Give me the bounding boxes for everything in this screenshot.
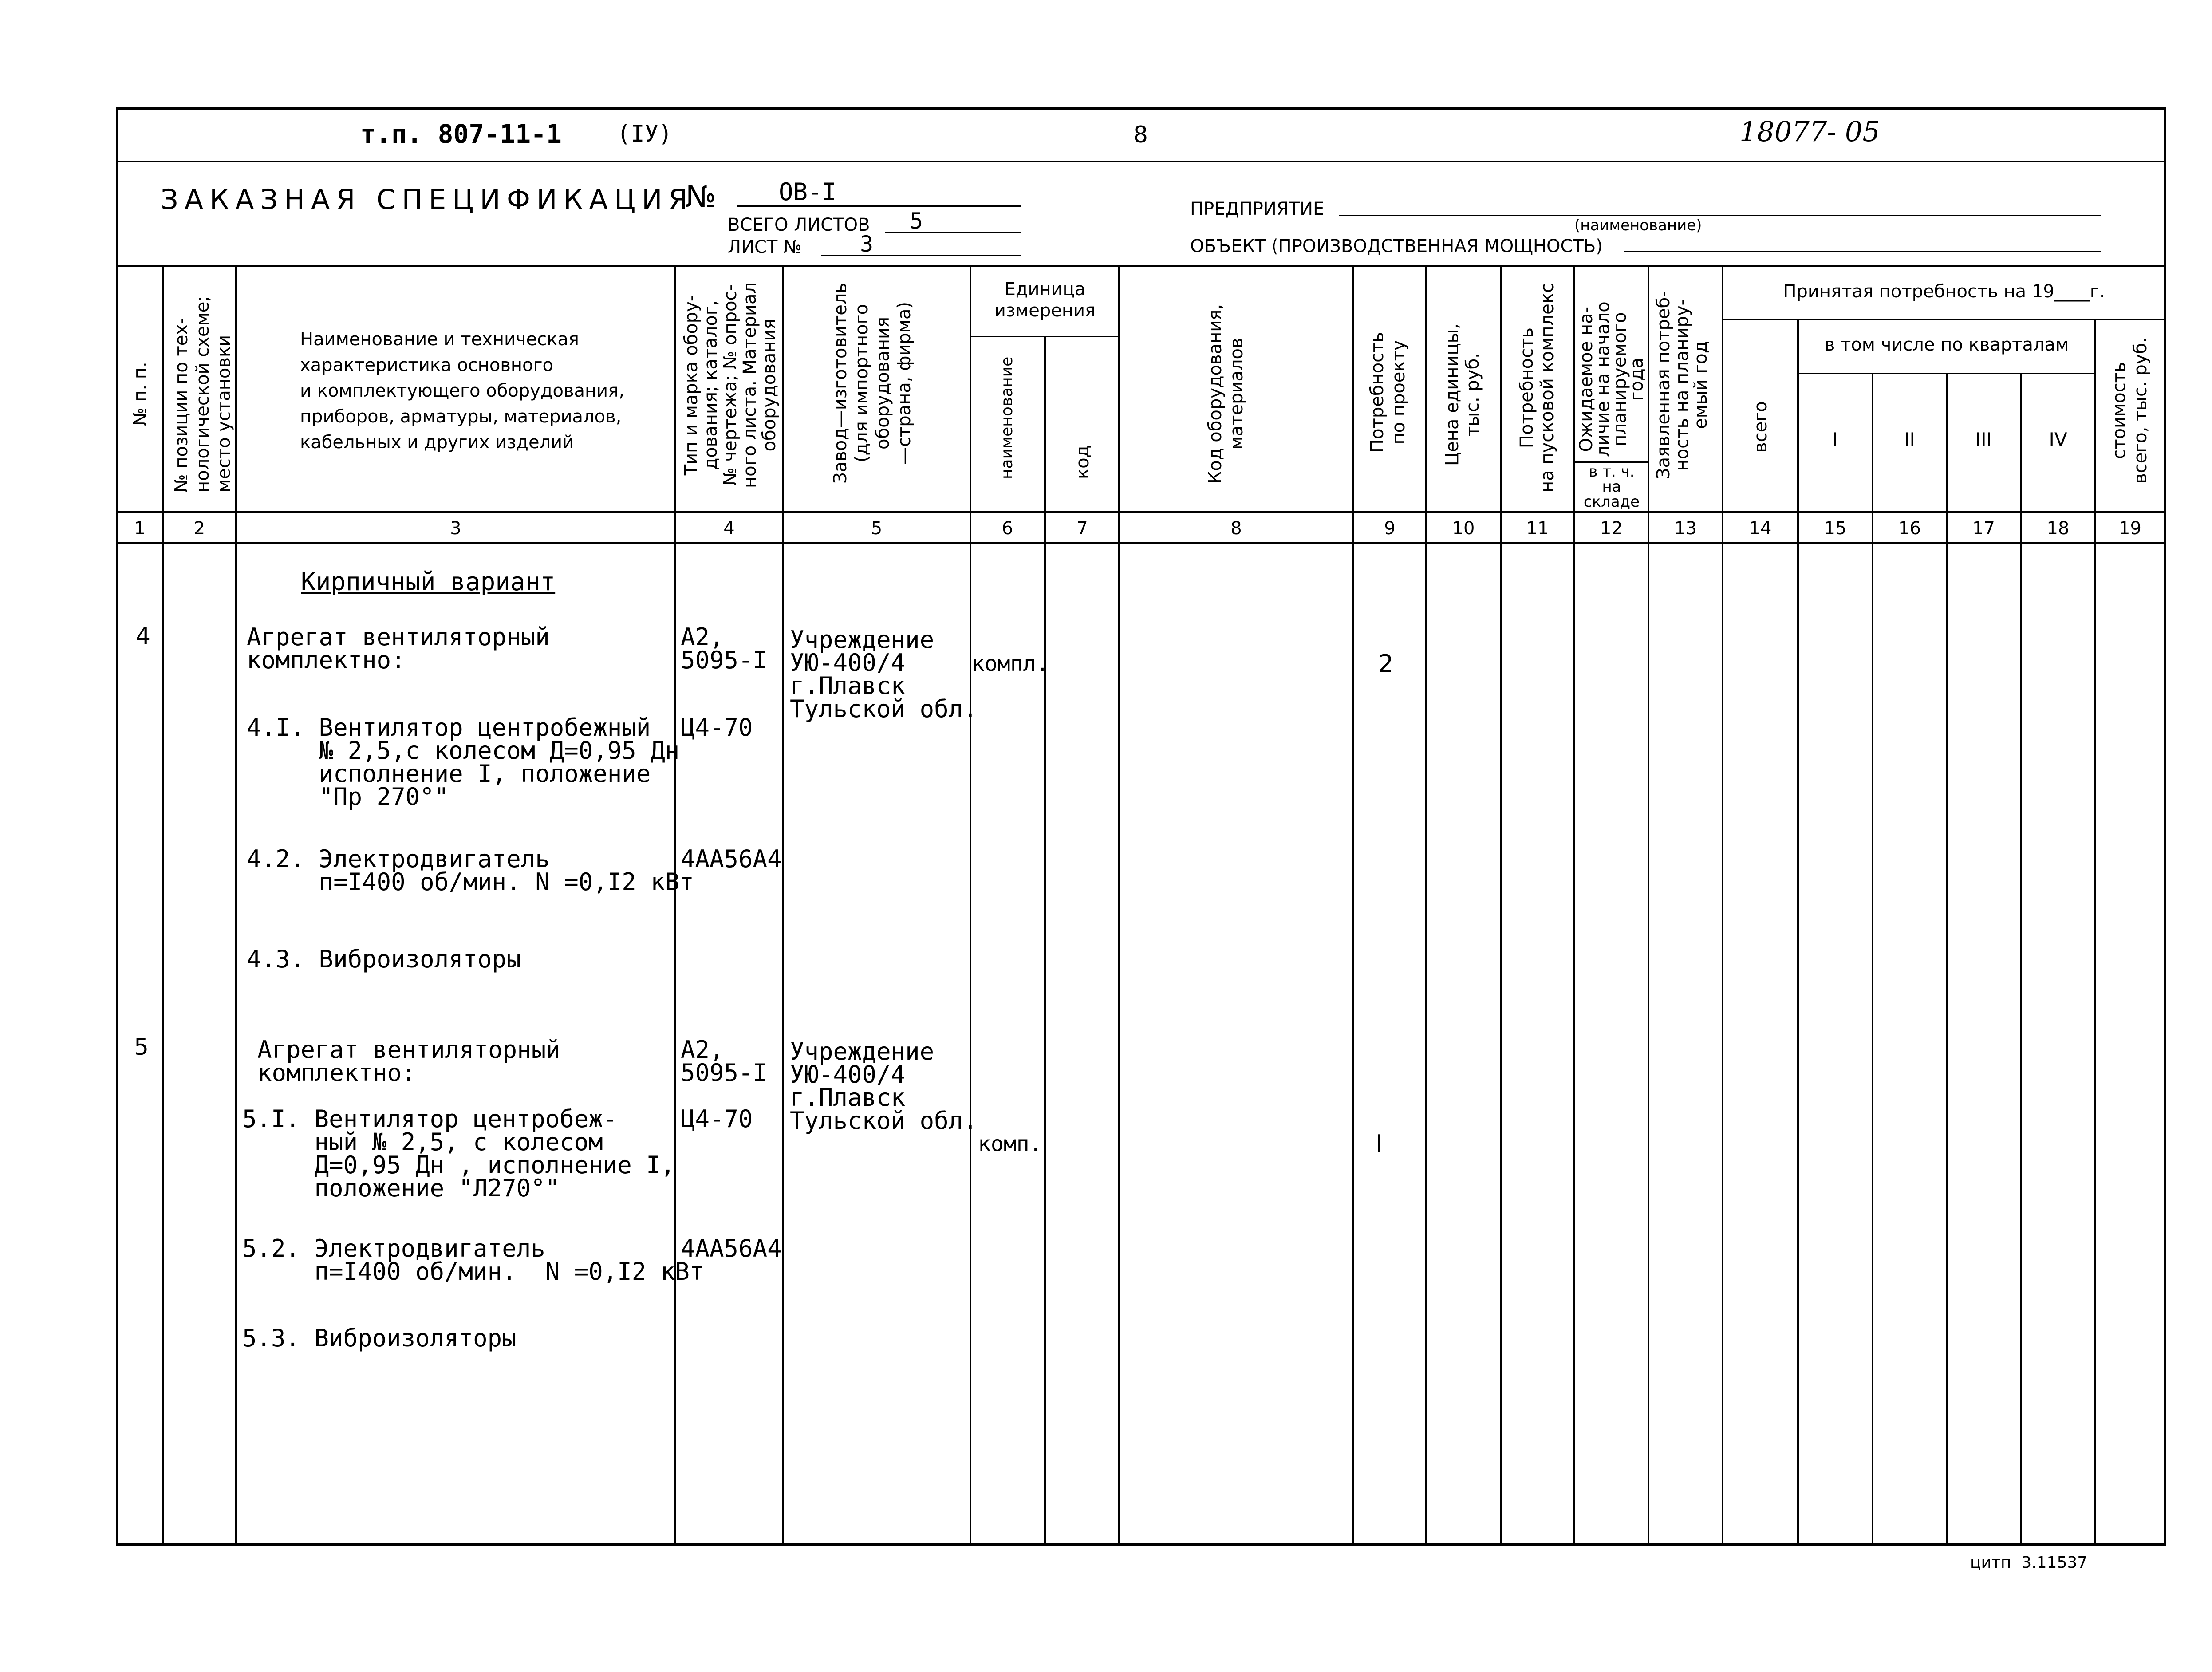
header-q1: I [1832, 429, 1838, 450]
header-accepted-need: Принятая потребность на 19____г. [1783, 281, 2105, 302]
sheet-number: 3 [860, 231, 874, 257]
spec-number-label: № [686, 180, 716, 214]
row4-number: 4 [136, 623, 151, 650]
header-design-need: Потребность по проекту [1367, 331, 1409, 453]
row4-3-name: 4.3. Виброизоляторы [247, 945, 521, 973]
sheet-number-label: ЛИСТ № [728, 237, 802, 257]
header-unit-group: Единица измерения [994, 279, 1096, 321]
row5-1-type: Ц4-70 [681, 1105, 753, 1133]
colnum-8: 8 [1230, 518, 1242, 539]
header-q4: IV [2049, 429, 2067, 450]
colnum-12: 12 [1600, 518, 1623, 539]
colnum-7: 7 [1076, 518, 1088, 539]
header-type-brand: Тип и марка обору- дования; каталог, № чертежа; № опрос- ного листа. Материал оборудования [681, 282, 780, 488]
row5-quantity: I [1376, 1130, 1383, 1158]
header-equipment-code: Код оборудования, материалов [1205, 304, 1247, 484]
row5-1-name: 5.I. Вентилятор центробеж- ный № 2,5, с колесом Д=0,95 Дн , исполнение I, положение "Л270°" [242, 1105, 675, 1202]
row5-type: А2, 5095-I [681, 1036, 768, 1087]
enterprise-label: ПРЕДПРИЯТИЕ [1190, 199, 1325, 219]
colnum-18: 18 [2046, 518, 2070, 539]
row4-2-type: 4АА56А4 [681, 845, 782, 873]
colnum-2: 2 [193, 518, 205, 539]
header-unit-name: наименование [998, 356, 1016, 479]
colnum-16: 16 [1898, 518, 1921, 539]
sheets-total: 5 [910, 208, 923, 234]
row4-name: Агрегат вентиляторный комплектно: [247, 623, 550, 674]
object-label: ОБЪЕКТ (ПРОИЗВОДСТВЕННАЯ МОЩНОСТЬ) [1190, 236, 1603, 256]
row4-1-name: 4.I. Вентилятор центробежный № 2,5,с колесом Д=0,95 Дн исполнение I, положение "Пр 270°" [247, 714, 680, 811]
row4-maker: Учреждение УЮ-400/4 г.Плавск Тульской обл. [790, 626, 978, 723]
header-q3: III [1975, 429, 1992, 450]
colnum-3: 3 [450, 518, 461, 539]
volume-label: (IУ) [617, 121, 673, 147]
row5-number: 5 [134, 1034, 149, 1061]
name-note: (наименование) [1574, 217, 1702, 234]
header-unit-price: Цена единицы, тыс. руб. [1442, 323, 1483, 466]
header-q2: II [1904, 429, 1915, 450]
row5-name: Агрегат вентиляторный комплектно: [257, 1036, 560, 1087]
sheets-total-label: ВСЕГО ЛИСТОВ [728, 215, 870, 235]
colnum-11: 11 [1526, 518, 1549, 539]
project-code: т.п. 807-11-1 [360, 119, 562, 149]
row4-2-name: 4.2. Электродвигатель п=I400 об/мин. N =0,I2 кВт [247, 845, 694, 896]
header-name: Наименование и техническая характеристика основного и комплектующего оборудования, приборов, арматуры, материалов, кабельных и других изделий [300, 329, 624, 453]
header-total: всего [1751, 401, 1771, 453]
colnum-14: 14 [1749, 518, 1772, 539]
colnum-5: 5 [871, 518, 883, 539]
header-declared-need: Заявленная потреб- ность на планиру- емый год [1653, 291, 1711, 479]
header-startup-need: Потребность на пусковой комплекс [1517, 283, 1557, 493]
row4-1-type: Ц4-70 [681, 714, 753, 741]
spec-number: ОВ-I [779, 178, 837, 206]
page-number: 8 [1133, 122, 1148, 148]
colnum-13: 13 [1674, 518, 1697, 539]
print-mark: цитп 3.11537 [1970, 1554, 2088, 1572]
form-title: ЗАКАЗНАЯ СПЕЦИФИКАЦИЯ [161, 183, 694, 216]
row5-unit: комп. [978, 1132, 1042, 1156]
header-item-number: № п. п. [130, 362, 150, 426]
header-manufacturer: Завод—изготовитель (для импортного оборудования —страна, фирма) [830, 282, 915, 484]
header-cost-total: стоимость всего, тыс. руб. [2109, 337, 2151, 484]
colnum-19: 19 [2119, 518, 2141, 539]
colnum-9: 9 [1384, 518, 1396, 539]
row5-2-name: 5.2. Электродвигатель п=I400 об/мин. N =0,I2 кВт [242, 1234, 704, 1286]
row4-type: А2, 5095-I [681, 623, 768, 674]
row4-unit: компл. [972, 651, 1049, 676]
colnum-4: 4 [723, 518, 735, 539]
row5-maker: Учреждение УЮ-400/4 г.Плавск Тульской обл. [790, 1037, 978, 1135]
row5-2-type: 4АА56А4 [681, 1234, 782, 1262]
header-in-warehouse: в т. ч. на складе [1583, 463, 1640, 511]
row5-3-name: 5.3. Виброизоляторы [242, 1324, 517, 1352]
header-by-quarters: в том числе по кварталам [1824, 335, 2069, 355]
colnum-17: 17 [1972, 518, 1995, 539]
row4-quantity: 2 [1378, 650, 1394, 678]
colnum-1: 1 [134, 518, 146, 539]
document-number: 18077- 05 [1739, 115, 1880, 148]
colnum-10: 10 [1452, 518, 1475, 539]
header-unit-code: код [1072, 445, 1093, 479]
colnum-6: 6 [1002, 518, 1013, 539]
colnum-15: 15 [1824, 518, 1847, 539]
header-expected-stock: Ожидаемое на- личие на начало планируемого года [1576, 301, 1647, 457]
header-position: № позиции по тех- нологической схеме; место установки [171, 296, 234, 493]
section-title: Кирпичный вариант [301, 568, 556, 596]
